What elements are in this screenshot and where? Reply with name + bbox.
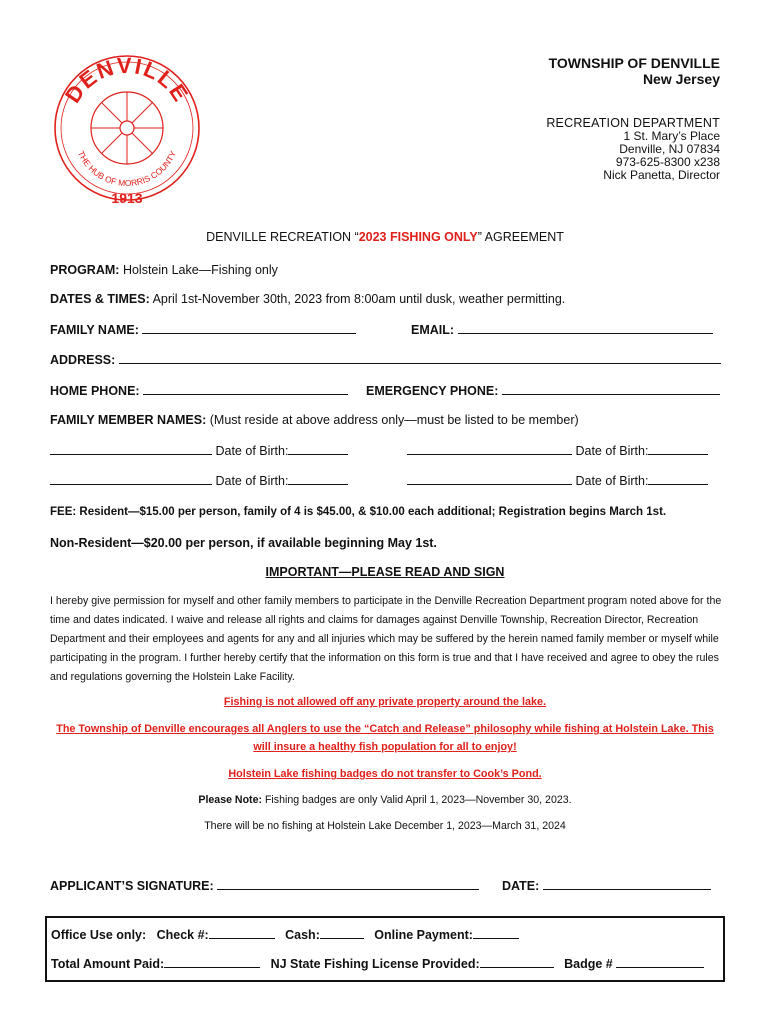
agreement-title: DENVILLE RECREATION “2023 FISHING ONLY” AGREEMENT [206,230,564,244]
township-name: TOWNSHIP OF DENVILLE [548,55,720,71]
dates-line: DATES & TIMES: April 1st-November 30th, 2023 from 8:00am until dusk, weather permitting. [50,292,566,306]
online-payment-field[interactable]: Online Payment: [374,928,519,942]
department-name: RECREATION DEPARTMENT [546,116,720,130]
private-property-note: Fishing is not allowed off any private property around the lake. [223,696,547,708]
non-resident-fee: Non-Resident—$20.00 per person, if available beginning May 1st. [50,536,437,550]
family-members-label: FAMILY MEMBER NAMES: (Must reside at above address only—must be listed to be member) [50,413,579,427]
director-line: Nick Panetta, Director [603,168,720,182]
total-paid-field[interactable]: Total Amount Paid: [51,957,260,971]
phone-line: 973-625-8300 x238 [615,155,720,169]
member-row-1-right[interactable]: Date of Birth: [407,443,708,458]
check-number-field[interactable]: Check #: [157,928,275,942]
svg-text:DENVILLE: DENVILLE [59,52,195,108]
member-row-1-left[interactable]: Date of Birth: [50,443,348,458]
state-name: New Jersey [642,71,720,87]
department-block [546,117,720,182]
resident-fee: FEE: Resident—$15.00 per person, family of 4 is $45.00, & $10.00 each additional; Registration begins March 1st. [50,506,667,518]
member-row-2-left[interactable]: Date of Birth: [50,473,348,488]
cash-field[interactable]: Cash: [285,928,364,942]
office-use-row-1: Office Use only: Check #: Cash: Online Payment: [51,927,519,942]
header-block [549,55,720,87]
office-use-box [45,916,725,982]
catch-release-note: The Township of Denville encourages all Anglers to use the “Catch and Release” philosophy while fishing at Holstein Lake. This will insure a healthy fish population for all to enjoy! [56,723,714,753]
program-line: PROGRAM: Holstein Lake—Fishing only [50,263,278,277]
address-line-2: Denville, NJ 07834 [619,142,720,156]
please-note-line: Please Note: Fishing badges are only Valid April 1, 2023—November 30, 2023. [198,794,572,806]
waiver-paragraph: I hereby give permission for myself and other family members to participate in the Denville Recreation Department program noted above for the time and dates indicated. I waive and release all rights and claims for damages against Denville Township, Recreation Director, Recreation Department and their employees and agents for any and all injuries which may be suffered by the herein named family member or myself while participating in the program. I further hereby certify that the information on this form is true and that I have received and agree to obey the rules and regulations governing the Holstein Lake Facility. [50,595,722,683]
address-field[interactable]: ADDRESS: [50,352,721,367]
important-heading: IMPORTANT—PLEASE READ AND SIGN [265,565,505,579]
home-phone-field[interactable]: HOME PHONE: [50,383,348,398]
office-use-row-2 [51,956,704,971]
emergency-phone-field[interactable]: EMERGENCY PHONE: [366,383,720,398]
family-name-field[interactable]: FAMILY NAME: [50,322,356,337]
license-provided-field[interactable]: NJ State Fishing License Provided: [271,957,554,971]
date-field[interactable]: DATE: [502,878,711,893]
email-field[interactable]: EMAIL: [411,322,713,337]
address-line-1: 1 St. Mary’s Place [623,129,720,143]
member-row-2-right[interactable]: Date of Birth: [407,473,708,488]
badge-transfer-note: Holstein Lake fishing badges do not transfer to Cook’s Pond. [228,768,542,780]
signature-field[interactable]: APPLICANT’S SIGNATURE: [50,878,479,893]
denville-seal-logo [52,43,202,223]
svg-text:1913: 1913 [111,190,143,206]
no-fishing-dates: There will be no fishing at Holstein Lake December 1, 2023—March 31, 2024 [204,820,566,832]
badge-number-field[interactable]: Badge # [564,957,704,971]
svg-text:THE HUB OF MORRIS COUNTY: THE HUB OF MORRIS COUNTY [75,149,179,189]
